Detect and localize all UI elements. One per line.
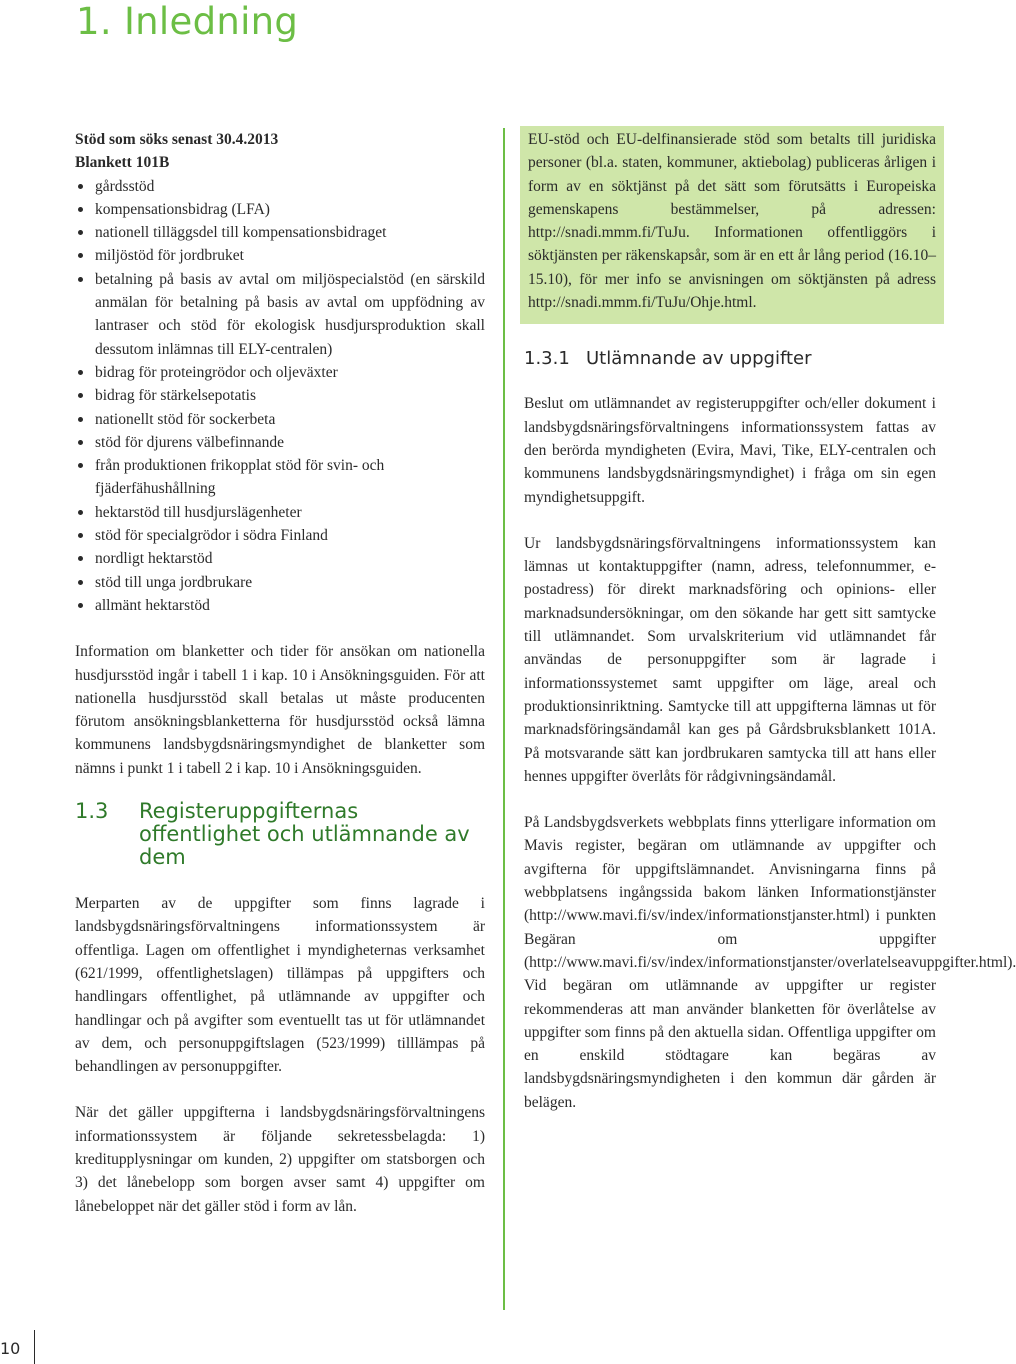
subsection-heading xyxy=(524,348,936,370)
list-item: stöd för specialgrödor i södra Finland xyxy=(75,524,485,547)
list-item: bidrag för stärkelsepotatis xyxy=(75,384,485,407)
deadline-heading: Stöd som söks senast 30.4.2013 xyxy=(75,131,279,148)
list-item: allmänt hektarstöd xyxy=(75,594,485,617)
paragraph: Ur landsbygdsnäringsförvaltningens informationssystem kan lämnas ut kontaktuppgifter (namn, adress, telefonnummer, e-postadress) för direkt marknadsföring och opinions- eller marknadsundersökningar, om den sökande har gett sitt samtycke till utlämnandet. Som urvalskriterium vid utlämnandet får användas de personuppgifter som är lagrade i informationssystemet samt uppgifter om läge, areal och produktionsinriktning. Samtycke till att uppgifterna lämnas ut för marknadsföringsändamål kan ges på Gårdsbruksblankett 101A. På motsvarande sätt kan jordbrukaren samtycka till att hans eller hennes uppgifter överlåts för rådgivningsändamål. xyxy=(524,534,936,785)
list-item: från produktionen frikopplat stöd för svin- och fjäderfähushållning xyxy=(75,454,485,501)
section-heading xyxy=(75,800,485,869)
list-item: gårdsstöd xyxy=(75,175,485,198)
chapter-title: 1. Inledning xyxy=(76,0,299,43)
right-column xyxy=(524,128,1016,1114)
left-column xyxy=(75,128,485,1218)
info-box-text: EU-stöd och EU-delfinansierade stöd som betalts till juridiska personer (bl.a. staten, kommuner, aktiebolag) publiceras årligen i form av en söktjänst på det sätt som förutsätts i Europeiska gemenskapens bestämmelser, på adressen: http://snadi.mmm.fi/TuJu. Informationen offentliggörs i söktjänsten per räkenskapsår, som är en ett år lång period (16.10–15.10), för mer info se anvisningen om söktjänsten på adress http://snadi.mmm.fi/TuJu/Ohje.html. xyxy=(528,131,936,312)
list-item: nationell tilläggsdel till kompensationsbidraget xyxy=(75,221,485,244)
list-item: stöd till unga jordbrukare xyxy=(75,571,485,594)
paragraph: Merparten av de uppgifter som finns lagrade i landsbygdsnäringsförvaltningens informationssystem är offentliga. Lagen om offentlighet i myndigheternas verksamhet (621/1999, offentlighetslagen) tillämpas på uppgifters och handlingars offentlighet, på utlämnande av uppgifter och handlingar och på avgifter som eventuellt tas ut för utlämnandet av dem, och personuppgiftslagen (523/1999) tilllämpas på behandlingen av personuppgifter. xyxy=(75,895,485,1076)
list-item: bidrag för proteingrödor och oljeväxter xyxy=(75,361,485,384)
section-number: 1.3 xyxy=(75,799,109,824)
subsection-title: Utlämnande av uppgifter xyxy=(586,348,812,370)
paragraph: På Landsbygdsverkets webbplats finns ytterligare information om Mavis register, begäran om utlämnande av uppgifter och avgifterna för uppgiftslämnandet. Anvisningarna finns på webbplatsens ingångssida bakom länken Informationstjänster (http://www.mavi.fi/sv/index/informationstjanster.html) i punkten Begäran om uppgifter (http://www.mavi.fi/sv/index/informationstjanster/overlatelseavuppgifter.html). Vid begäran om utlämnande av uppgifter ur register rekommenderas att man använder blanketten för överlåtelse av uppgifter som finns på den aktuella sidan. Offentliga uppgifter om en enskild stödtagare kan begäras av landsbygdsnäringsmyndigheten i den kommun där gården är belägen. xyxy=(524,814,1016,1111)
section-title: Registeruppgifternas offentlighet och utlämnande av dem xyxy=(139,799,470,870)
column-divider xyxy=(503,128,505,1310)
form-heading: Blankett 101B xyxy=(75,154,170,172)
list-item: nordligt hektarstöd xyxy=(75,547,485,570)
paragraph: När det gäller uppgifterna i landsbygdsnäringsförvaltningens informationssystem är följande sekretessbelagda: 1) kreditupplysningar om kunden, 2) uppgifter om statsborgen och 3) det lånebelopp som borgen avser samt 4) uppgifter om lånebeloppet när det gäller stöd i form av lån. xyxy=(75,1104,485,1215)
list-item: nationellt stöd för sockerbeta xyxy=(75,408,485,431)
paragraph: Information om blanketter och tider för ansökan om nationella husdjursstöd ingår i tabell 1 i kap. 10 i Ansökningsguiden. För att nationella husdjursstöd skall betalas ut måste producenten förutom ansökningsblanketterna för husdjursstöd också lämna kommunens landsbygdsnäringsmyndighet de blanketter som nämns i punkt 1 i tabell 2 i kap. 10 i Ansökningsguiden. xyxy=(75,643,485,777)
list-item: hektarstöd till husdjurslägenheter xyxy=(75,501,485,524)
list-item: kompensationsbidrag (LFA) xyxy=(75,198,485,221)
list-item: miljöstöd för jordbruket xyxy=(75,244,485,267)
info-box xyxy=(520,126,944,324)
paragraph: Beslut om utlämnandet av registeruppgifter och/eller dokument i landsbygdsnäringsförvaltningens informationssystem fattas av den berörda myndigheten (Evira, Mavi, Tike, ELY-centralen och kommunens landsbygdsnäringsmyndighet) i fråga om sin egen myndighetsuppgift. xyxy=(524,395,936,506)
list-item: betalning på basis av avtal om miljöspecialstöd (en särskild anmälan för betalning på basis av avtal om uppfödning av lantraser och stöd för ekologisk husdjursproduktion skall dessutom inlämnas till ELY-centralen) xyxy=(75,268,485,361)
page-number-rule xyxy=(34,1330,35,1364)
page-number: 10 xyxy=(0,1339,21,1358)
subsection-number: 1.3.1 xyxy=(524,348,570,370)
list-item: stöd för djurens välbefinnande xyxy=(75,431,485,454)
support-list xyxy=(75,175,485,618)
